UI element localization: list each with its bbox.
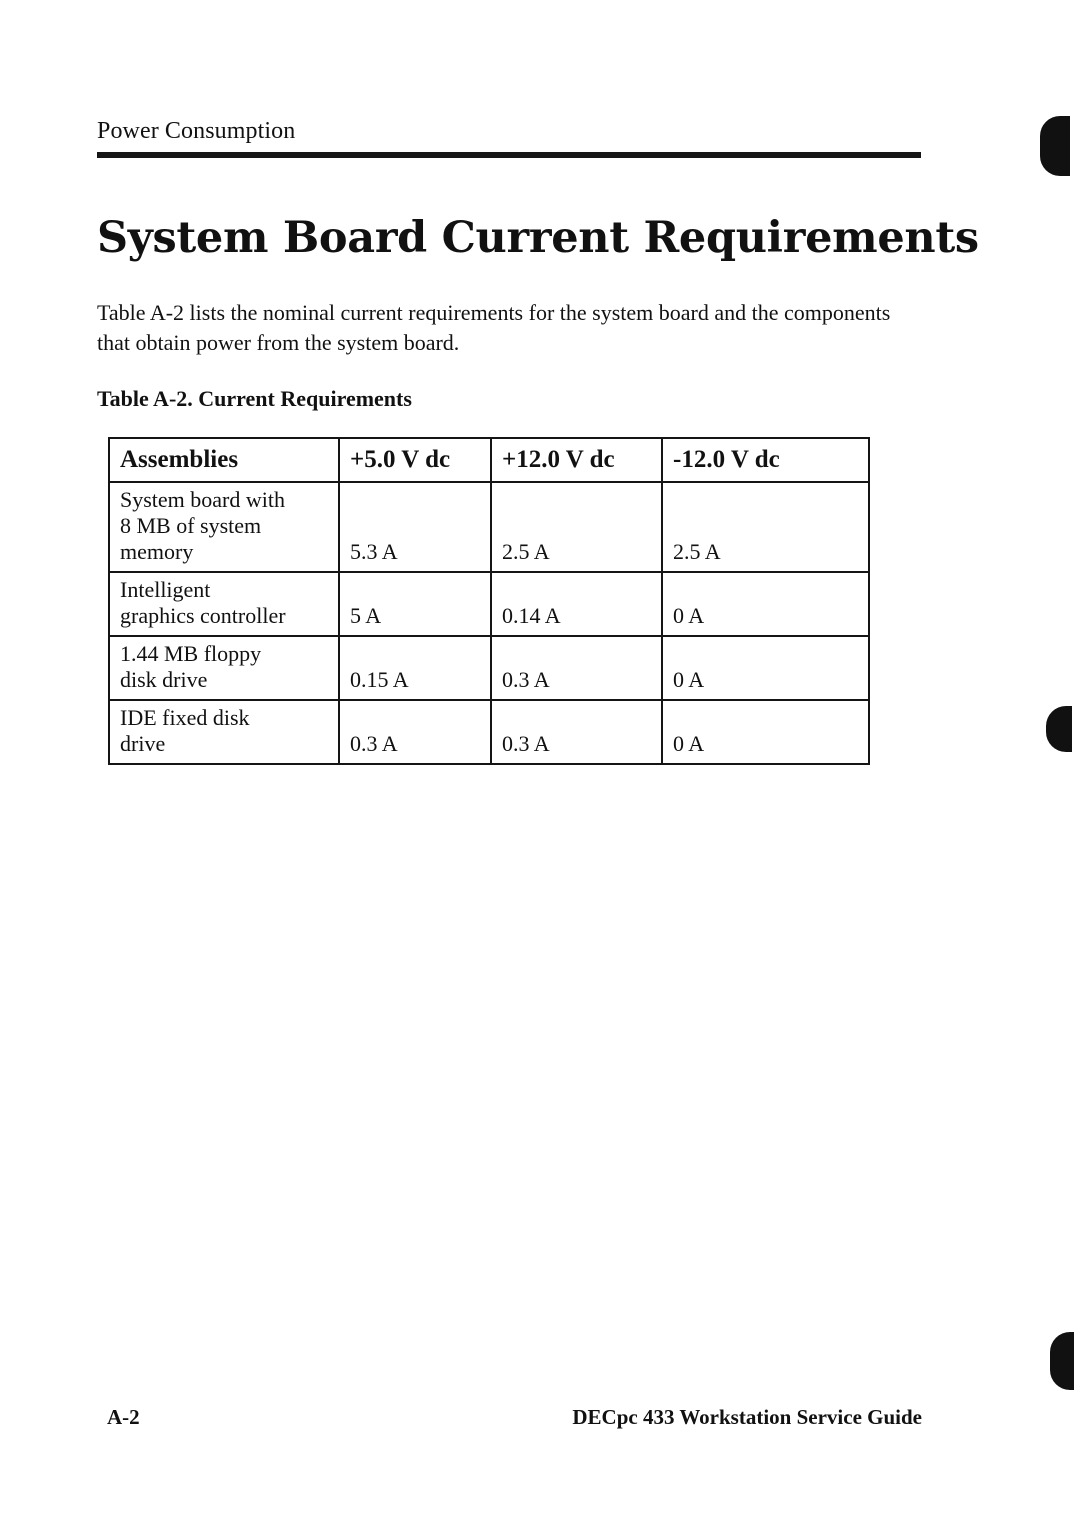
column-header-12v: +12.0 V dc: [491, 438, 662, 482]
edge-tab-mark-middle: [1046, 706, 1072, 752]
assembly-cell: Intelligent graphics controller: [109, 572, 339, 636]
current-12v-cell: 0.3 A: [491, 636, 662, 700]
current-12v-cell: 0.14 A: [491, 572, 662, 636]
table-row: [109, 636, 869, 700]
table-row: [109, 482, 869, 572]
current-5v-cell: 5 A: [339, 572, 491, 636]
header-rule: [97, 152, 921, 158]
page-number: A-2: [107, 1405, 140, 1429]
assembly-cell: System board with 8 MB of system memory: [109, 482, 339, 572]
current-5v-cell: 5.3 A: [339, 482, 491, 572]
running-head: Power Consumption: [97, 118, 296, 144]
current-5v-cell: 0.15 A: [339, 636, 491, 700]
current-neg12v-cell: 2.5 A: [662, 482, 869, 572]
edge-tab-mark-top: [1040, 116, 1070, 176]
current-neg12v-cell: 0 A: [662, 636, 869, 700]
table-header-row: [109, 438, 869, 482]
column-header-assemblies: Assemblies: [109, 438, 339, 482]
table-row: [109, 572, 869, 636]
current-12v-cell: 2.5 A: [491, 482, 662, 572]
current-neg12v-cell: 0 A: [662, 700, 869, 764]
current-requirements-table: [108, 437, 870, 765]
table-caption: Table A-2. Current Requirements: [97, 386, 412, 411]
page-title: System Board Current Requirements: [97, 213, 979, 263]
assembly-cell: IDE fixed disk drive: [109, 700, 339, 764]
book-title: DECpc 433 Workstation Service Guide: [572, 1405, 922, 1429]
assembly-cell: 1.44 MB floppy disk drive: [109, 636, 339, 700]
column-header-5v: +5.0 V dc: [339, 438, 491, 482]
edge-tab-mark-bottom: [1050, 1332, 1074, 1390]
intro-paragraph: Table A-2 lists the nominal current requirements for the system board and the components that obtain power from the system board.: [97, 300, 891, 355]
table-row: [109, 700, 869, 764]
current-neg12v-cell: 0 A: [662, 572, 869, 636]
current-12v-cell: 0.3 A: [491, 700, 662, 764]
current-5v-cell: 0.3 A: [339, 700, 491, 764]
column-header-neg12v: -12.0 V dc: [662, 438, 869, 482]
